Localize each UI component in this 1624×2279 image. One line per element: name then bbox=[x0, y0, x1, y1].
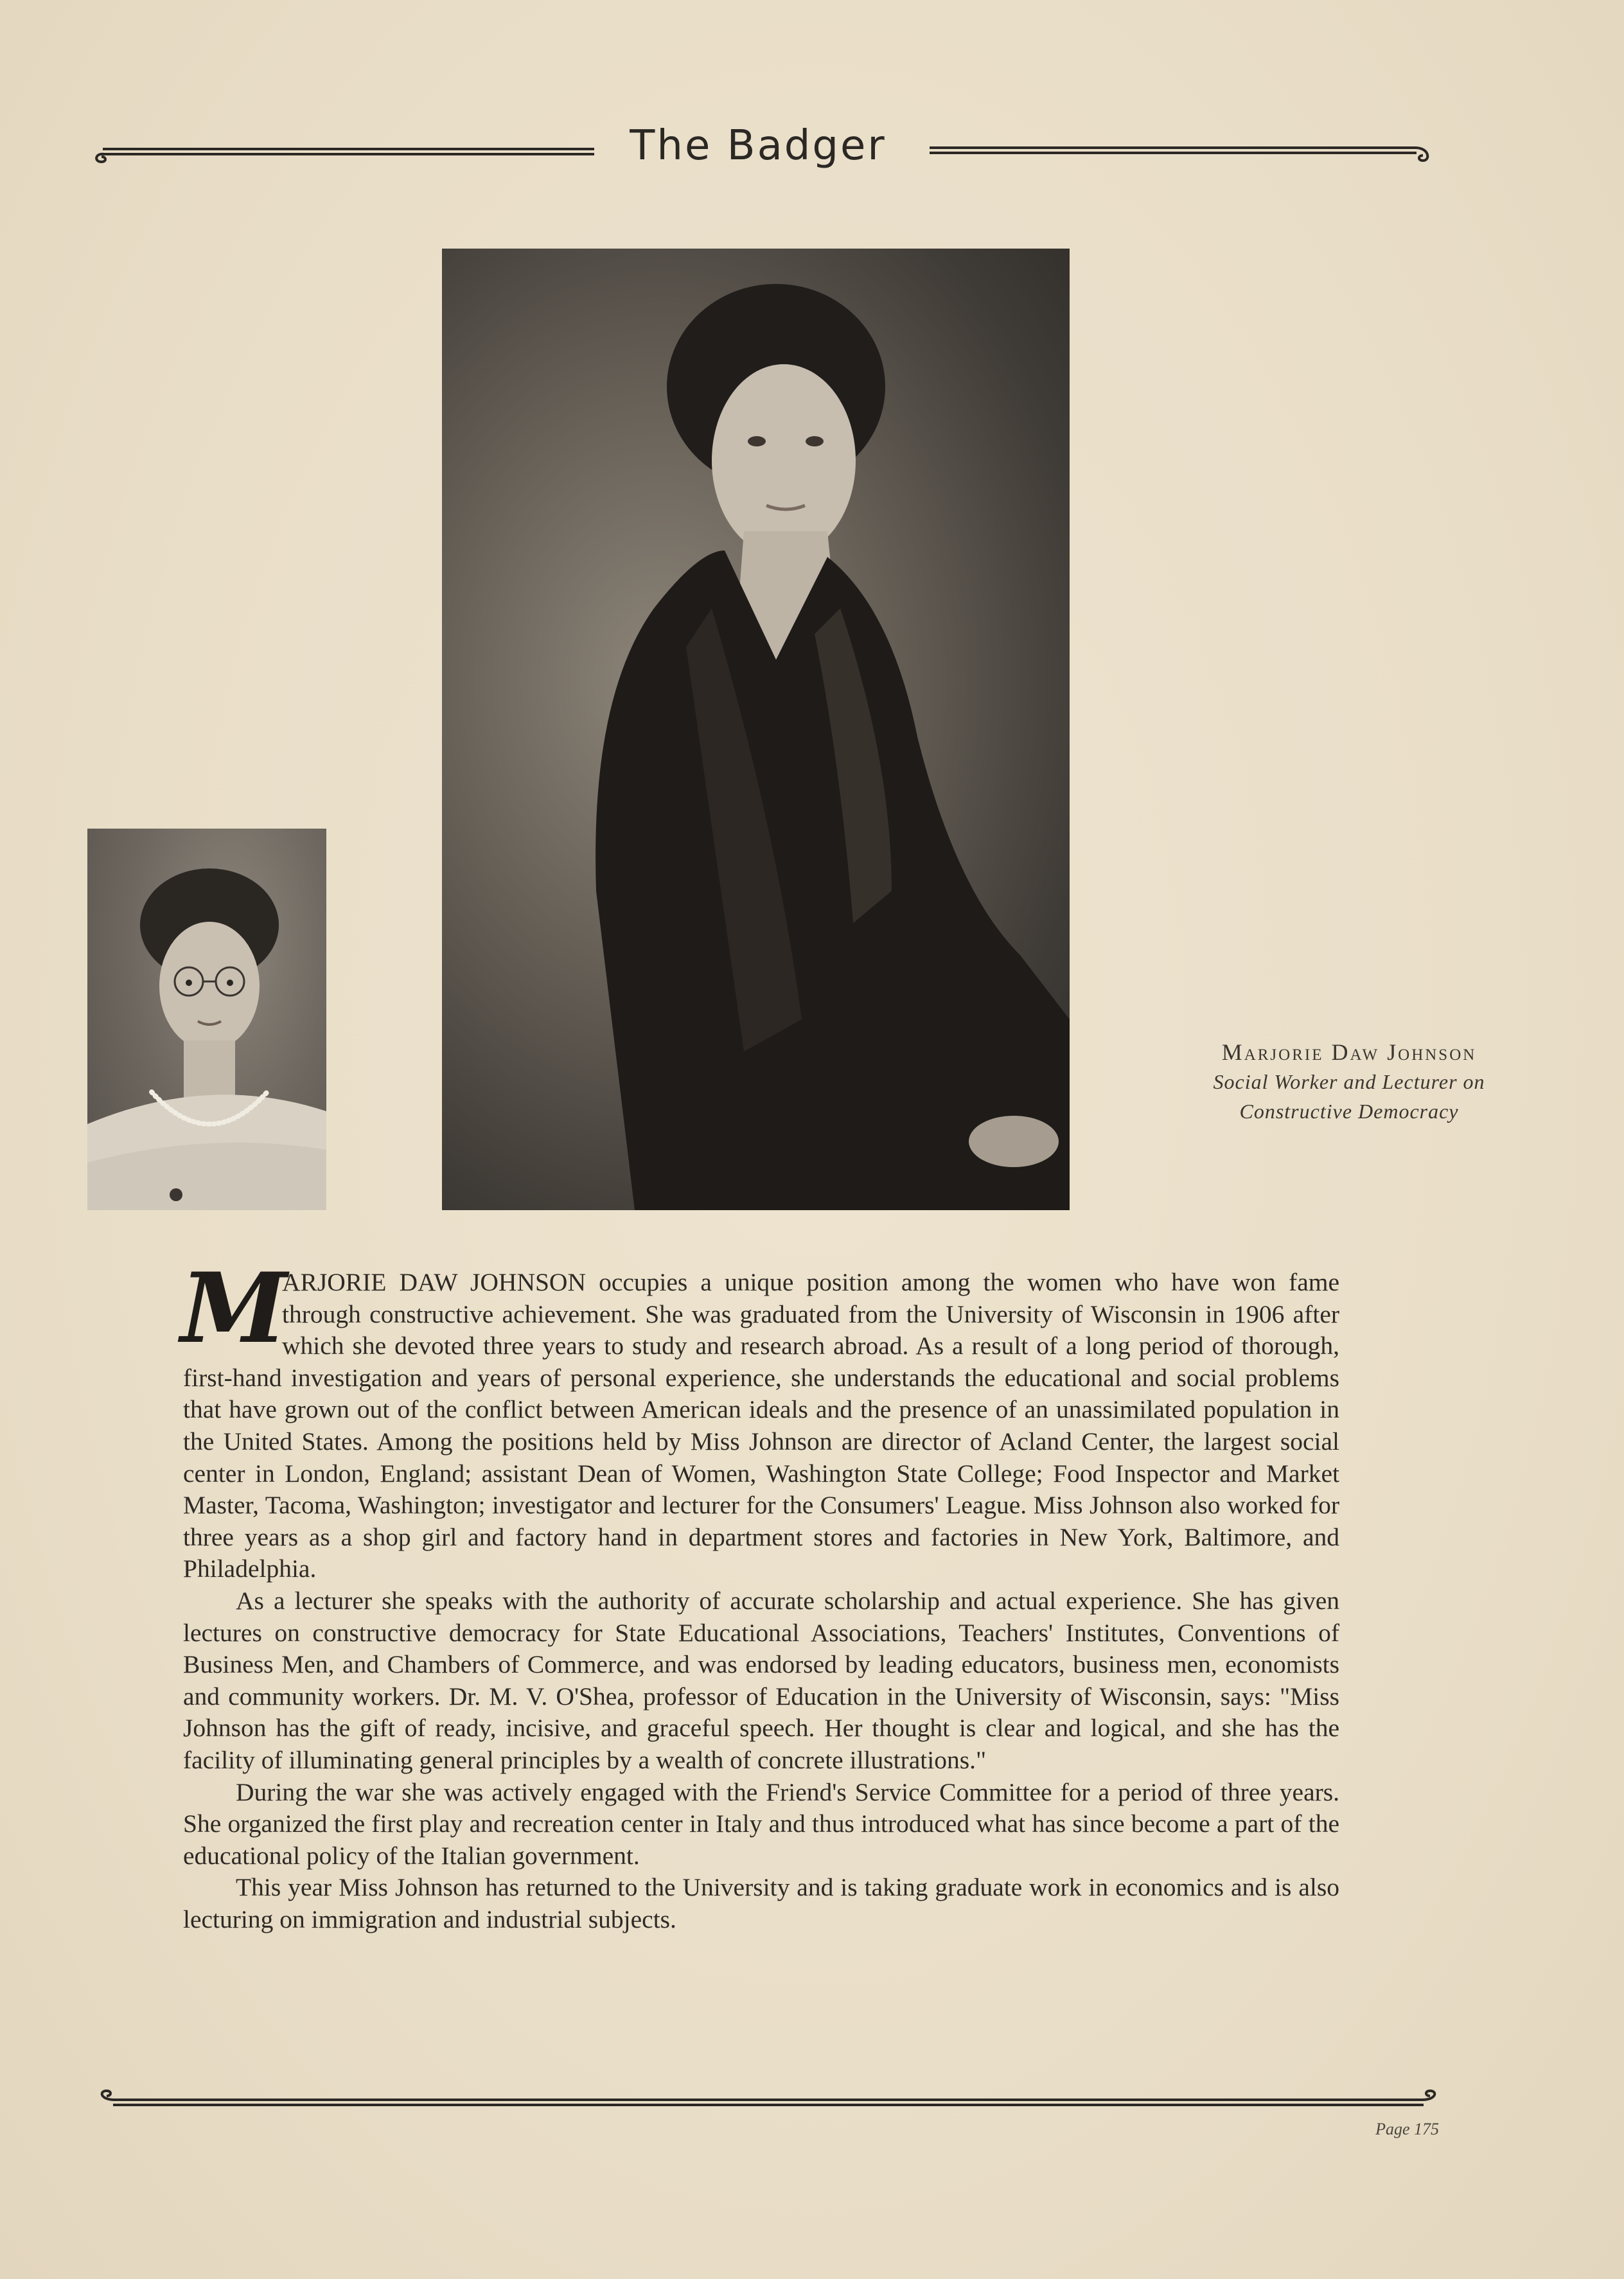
caption-role-line1: Social Worker and Lecturer on bbox=[1213, 1070, 1485, 1093]
article-paragraph-3: During the war she was actively engaged with the Friend's Service Committee for a period of three years. She organized the first play and recreation center in Italy and thus introduced what has since become a part of the educational policy of the Italian government. bbox=[183, 1777, 1339, 1870]
header-rule-right bbox=[928, 143, 1436, 152]
article-paragraph-2: As a lecturer she speaks with the authority of accurate scholarship and actual experience. She has given lectures on constructive democracy for State Educational Associations, Teachers' Institutes, Conventions of Business Men, and Chambers of Commerce, and was endorsed by leading educators, business men, economists and community workers. Dr. M. V. O'Shea, professor of Education in the University of Wisconsin, says: "Miss Johnson has the gift of ready, incisive, and graceful speech. Her thought is clear and logical, and she has the facility of illuminating general principles by a wealth of concrete illustrations." bbox=[183, 1586, 1339, 1774]
caption-role-line2: Constructive Democracy bbox=[1239, 1100, 1459, 1123]
page-title: The Badger bbox=[630, 122, 887, 170]
drop-cap: M bbox=[181, 1252, 288, 1365]
page-number: Page 175 bbox=[1375, 2120, 1439, 2138]
header-rule-left bbox=[90, 145, 597, 154]
portrait-photo-small bbox=[87, 829, 326, 1210]
article-paragraph-4: This year Miss Johnson has returned to the University and is taking graduate work in economics and is also lecturing on immigration and industrial subjects. bbox=[183, 1873, 1339, 1933]
footer-rule bbox=[94, 2087, 1443, 2116]
article-body bbox=[181, 1252, 1339, 1935]
paragraph-1-text: ARJORIE DAW JOHNSON occupies a unique position among the women who have won fame through constructive achievement. She was graduated from the University of Wisconsin in 1906 after which she devoted three years to study and research abroad. As a result of a long period of thorough, first-hand investigation and years of personal experience, she understands the educational and social problems that have grown out of the conflict between American ideals and the presence of an unassimilated population in the United States. Among the positions held by Miss Johnson are director of Acland Center, the largest social center in London, England; assistant Dean of Women, Washington State College; Food Inspector and Market Master, Tacoma, Washington; investigator and lecturer for the Consumers' League. Miss Johnson also worked for three years as a shop girl and factory hand in department stores and factories in New York, Baltimore, and Philadelphia. bbox=[183, 1268, 1339, 1583]
portrait-photo-large bbox=[442, 249, 1070, 1210]
article-paragraph-1 bbox=[181, 1252, 1339, 1585]
photo-caption bbox=[1092, 1037, 1606, 1126]
caption-name: Marjorie Daw Johnson bbox=[1221, 1039, 1477, 1065]
